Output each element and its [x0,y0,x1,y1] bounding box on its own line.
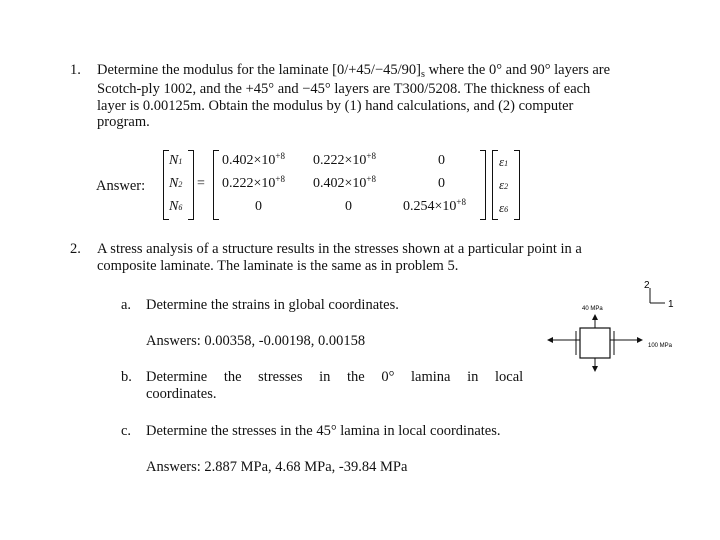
stress-top-label: 40 MPa [582,306,603,312]
n-vector-right-bracket [188,150,194,220]
axis-1-label: 1 [668,299,674,310]
item-a-answer: Answers: 0.00358, -0.00198, 0.00158 [146,333,366,349]
matrix-r2c2: $0.402\times 10^{+8}$ [313,174,376,191]
item-c-answer: Answers: 2.887 MPa, 4.68 MPa, -39.84 MPa [146,459,408,475]
eps6-entry: ε6 [499,200,509,215]
problem-2-number: 2. [70,241,81,257]
matrix-r1c1: $0.402\times 10^{+8}$ [222,151,285,168]
answer-label: Answer: [96,178,146,194]
eps-vector-left-bracket [492,150,498,220]
matrix-left-bracket [213,150,219,220]
axis-2-label: 2 [644,280,650,291]
item-b-text-line-1: Determine the stresses in the 0° lamina in local [146,369,524,385]
matrix-r3c2: 0 [345,199,352,214]
item-b-text-line-2: coordinates. [146,386,217,402]
problem-1-line-3: layer is 0.00125m. Obtain the modulus by (1) hand calculations, and (2) computer [97,97,574,114]
equals-sign: = [197,176,205,191]
item-a-label: a. [121,297,132,313]
matrix-r1c2: $0.222\times 10^{+8}$ [313,151,376,168]
eps1-entry: ε1 [499,154,509,169]
problem-1-line-4: program. [97,114,150,131]
problem-2-line-1: A stress analysis of a structure results in the stresses shown at a particular point in a [97,241,582,257]
n2-entry: N2 [169,176,183,191]
problem-1-number: 1. [70,62,81,78]
stress-element-diagram [540,270,700,380]
stress-element-square [580,328,610,358]
item-c-label: c. [121,423,132,439]
eps2-entry: ε2 [499,177,509,192]
item-a-text: Determine the strains in global coordinates. [146,297,399,313]
problem-1-line-2: Scotch-ply 1002, and the +45° and −45° layers are T300/5208. The thickness of each [97,80,591,97]
item-c-text: Determine the stresses in the 45° lamina in local coordinates. [146,423,501,439]
stress-right-label: 100 MPa [648,343,673,349]
problem-1 [70,62,684,131]
matrix-r2c1: $0.222\times 10^{+8}$ [222,174,285,191]
matrix-right-bracket [480,150,486,220]
problem-1-line-1: Determine the modulus for the laminate [0/+45/−45/90]s where the 0° and 90° layers are [97,62,611,80]
eps-vector-right-bracket [514,150,520,220]
n1-entry: N1 [169,153,183,168]
matrix-r1c3: 0 [438,153,445,168]
matrix-r3c1: 0 [255,199,262,214]
laminate-subscript: s [421,68,425,80]
item-b-label: b. [121,369,132,385]
matrix-r3c3: $0.254\times 10^{+8}$ [403,197,466,214]
matrix-r2c3: 0 [438,176,445,191]
problem-2-line-2: composite laminate. The laminate is the same as in problem 5. [97,257,459,274]
problem-1-text [97,62,684,131]
n6-entry: N6 [169,199,183,214]
